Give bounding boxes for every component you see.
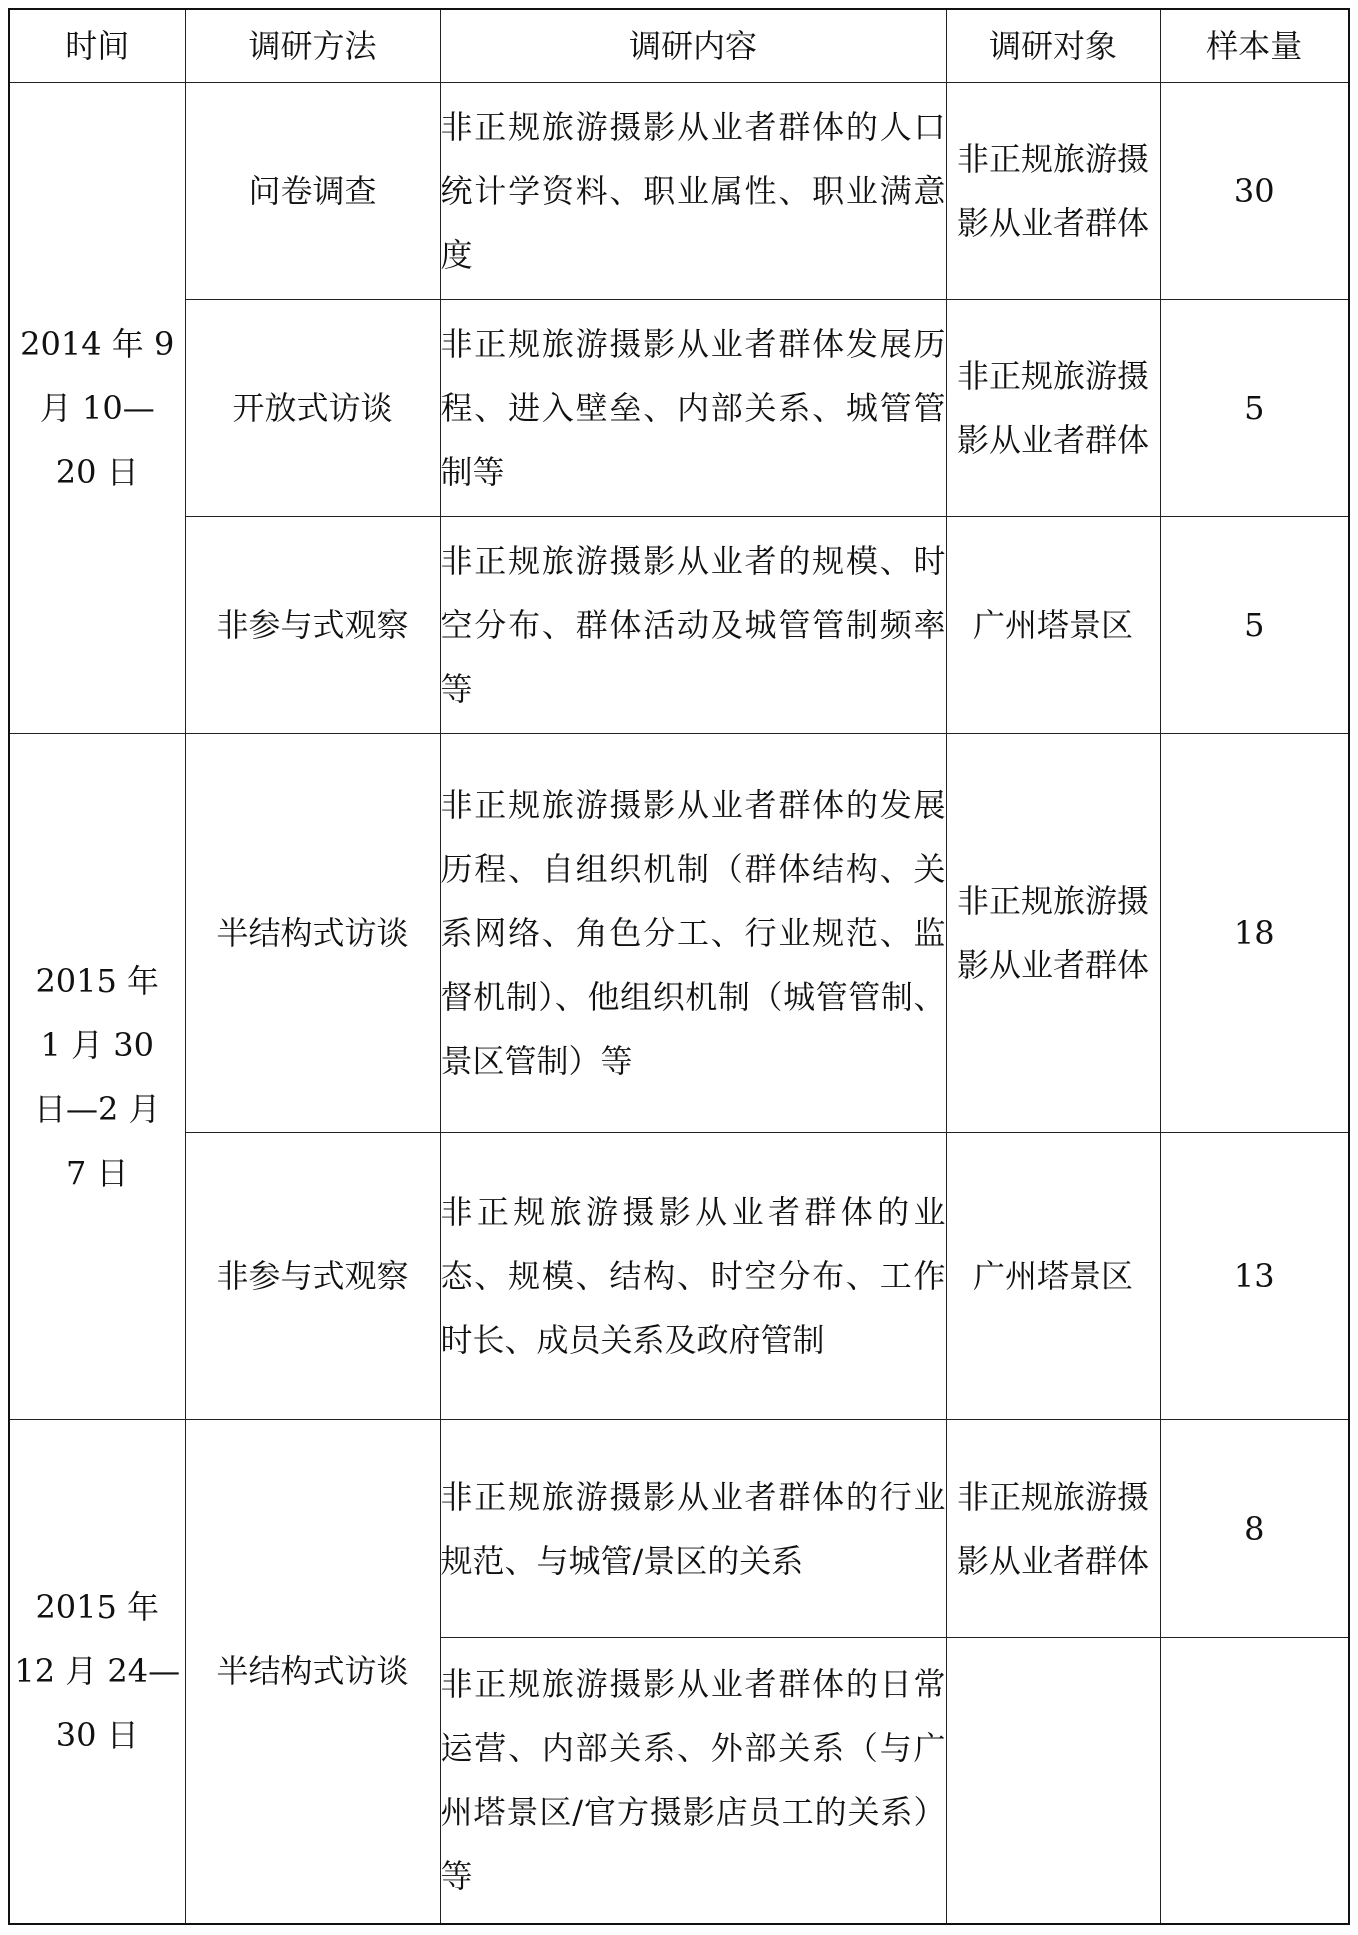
count-cell: 30 [1160,83,1349,300]
table-row [9,517,1349,734]
table-row [9,300,1349,517]
count-cell: 5 [1160,517,1349,734]
time-text: 2014 年 9 月 10—20 日 [20,325,175,491]
count-cell [1160,1638,1349,1924]
header-time: 时间 [9,9,185,83]
table-row [9,83,1349,300]
content-cell: 非正规旅游摄影从业者群体的日常运营、内部关系、外部关系（与广州塔景区/官方摄影店员工的关系）等 [440,1638,946,1924]
header-method: 调研方法 [185,9,440,83]
count-cell: 5 [1160,300,1349,517]
table-header-row [9,9,1349,83]
target-cell: 非正规旅游摄影从业者群体 [946,1420,1160,1638]
header-content: 调研内容 [440,9,946,83]
header-target: 调研对象 [946,9,1160,83]
table-row [9,1133,1349,1420]
content-cell: 非正规旅游摄影从业者群体发展历程、进入壁垒、内部关系、城管管制等 [440,300,946,517]
count-cell: 13 [1160,1133,1349,1420]
target-cell [946,1638,1160,1924]
count-cell: 8 [1160,1420,1349,1638]
method-cell: 非参与式观察 [185,1133,440,1420]
target-cell: 非正规旅游摄影从业者群体 [946,734,1160,1133]
method-cell: 半结构式访谈 [185,734,440,1133]
table-row [9,734,1349,1133]
target-cell: 广州塔景区 [946,1133,1160,1420]
time-cell [9,734,185,1420]
target-cell: 广州塔景区 [946,517,1160,734]
content-cell: 非正规旅游摄影从业者群体的人口统计学资料、职业属性、职业满意度 [440,83,946,300]
header-count: 样本量 [1160,9,1349,83]
method-cell: 开放式访谈 [185,300,440,517]
method-cell: 半结构式访谈 [185,1420,440,1924]
content-cell: 非正规旅游摄影从业者群体的行业规范、与城管/景区的关系 [440,1420,946,1638]
content-cell: 非正规旅游摄影从业者的规模、时空分布、群体活动及城管管制频率等 [440,517,946,734]
table-row [9,1420,1349,1638]
target-cell: 非正规旅游摄影从业者群体 [946,300,1160,517]
content-cell: 非正规旅游摄影从业者群体的发展历程、自组织机制（群体结构、关系网络、角色分工、行业规范、监督机制）、他组织机制（城管管制、景区管制）等 [440,734,946,1133]
research-schedule-table [8,8,1350,1925]
time-cell [9,83,185,734]
method-cell: 非参与式观察 [185,517,440,734]
content-cell: 非正规旅游摄影从业者群体的业态、规模、结构、时空分布、工作时长、成员关系及政府管制 [440,1133,946,1420]
method-cell: 问卷调查 [185,83,440,300]
time-text: 2015 年 12 月 24—30 日 [14,1588,181,1755]
time-cell [9,1420,185,1924]
count-cell: 18 [1160,734,1349,1133]
time-text: 2015 年 1 月 30 日—2 月 7 日 [33,961,161,1192]
target-cell: 非正规旅游摄影从业者群体 [946,83,1160,300]
